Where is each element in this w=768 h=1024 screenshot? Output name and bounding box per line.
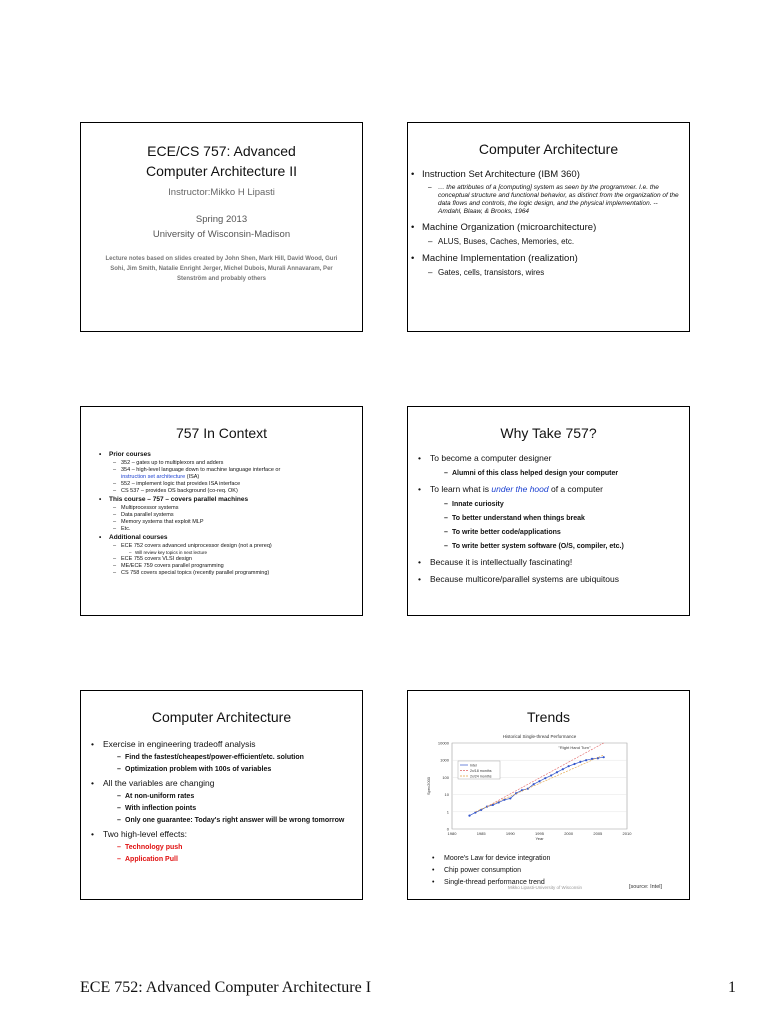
sub-bullet: – … the attributes of a [computing] system as seen by the programmer. I.e. the conceptual structure and functional behavior, as distinct from the organization of the data flows and controls, the logic design, and the physical implementation. -- Amdahl, Blaaw, & Brooks, 1964 — [408, 184, 679, 216]
university: University of Wisconsin-Madison — [152, 229, 291, 240]
bullet: • Additional courses — [81, 534, 356, 542]
data-point — [579, 761, 581, 763]
data-point — [573, 763, 575, 765]
bullet-text: of a computer — [548, 484, 603, 494]
y-tick-label: 1 — [446, 809, 449, 815]
performance-chart — [422, 731, 677, 849]
bullet-list — [81, 739, 362, 864]
bullet: • Single-thread performance trend — [422, 878, 682, 887]
sub-bullet: – Multiprocessor systems — [81, 505, 356, 512]
sub-bullet: – CS 537 – provides OS background (co-req. OK) — [81, 488, 356, 495]
x-tick-label: 1995 — [535, 831, 544, 836]
legend-label: 2x/18 months — [470, 768, 492, 773]
term: Spring 2013 — [195, 214, 248, 225]
bullet: • Because multicore/parallel systems are ubiquitous — [408, 574, 681, 585]
chart-annotation: "Right Hand Turn" — [558, 745, 591, 750]
bullet: • Prior courses — [81, 451, 356, 459]
slide-heading: Why Take 757? — [500, 425, 597, 441]
slide-heading: 757 In Context — [175, 425, 268, 441]
sub-bullet: – Optimization problem with 100s of variables — [81, 765, 354, 774]
bullet-text: To learn what is — [430, 484, 492, 494]
sub-bullet-application-pull: – Application Pull — [81, 855, 354, 864]
slide-why-take-757 — [407, 406, 690, 616]
data-point — [492, 804, 494, 806]
data-point — [533, 783, 535, 785]
slide-title — [80, 122, 363, 332]
sub-bullet: – Etc. — [81, 526, 356, 533]
data-point — [585, 759, 587, 761]
sub-bullet: – ECE 755 covers VLSI design — [81, 556, 356, 563]
bullet: • Because it is intellectually fascinating! — [408, 557, 681, 568]
under-the-hood-emphasis: under the hood — [491, 484, 549, 494]
x-tick-label: 1990 — [505, 831, 515, 836]
slide-heading: Computer Architecture — [478, 141, 619, 157]
sub-bullet: – Alumni of this class helped design your computer — [408, 469, 681, 478]
sub-bullet: – Only one guarantee: Today's right answer will be wrong tomorrow — [81, 816, 354, 825]
data-point — [603, 756, 605, 758]
y-tick-label: 10000 — [437, 740, 449, 746]
sub-bullet: – Data parallel systems — [81, 512, 356, 519]
bullet-list — [81, 451, 362, 577]
sub-bullet: – ME/ECE 759 covers parallel programming — [81, 563, 356, 570]
plot-area — [452, 743, 627, 829]
sub-sub-bullet: – Will review key topics in next lecture — [81, 550, 356, 556]
data-point — [503, 799, 505, 801]
x-tick-label: 1980 — [447, 831, 457, 836]
bullet: • Chip power consumption — [422, 866, 682, 875]
data-point — [550, 774, 552, 776]
data-point — [468, 815, 470, 817]
y-tick-label: 0 — [446, 826, 449, 832]
isa-link[interactable]: instruction set architecture — [121, 474, 186, 480]
y-tick-label: 1000 — [440, 757, 449, 763]
bullet-list — [408, 453, 689, 585]
sub-bullet: – ALUS, Buses, Caches, Memories, etc. — [408, 237, 679, 247]
page-footer: ECE 752: Advanced Computer Architecture I — [80, 979, 372, 996]
bullet: • This course – 757 – covers parallel machines — [81, 496, 356, 504]
page-number: 1 — [728, 979, 736, 996]
slide-heading: Trends — [526, 709, 571, 725]
bullet — [408, 484, 681, 495]
x-tick-label: 1985 — [476, 831, 486, 836]
slide-757-in-context — [80, 406, 363, 616]
sub-bullet: – With inflection points — [81, 804, 354, 813]
instructor: Instructor:Mikko H Lipasti — [168, 187, 275, 198]
slide-trends — [407, 690, 690, 900]
legend-label: 2x/24 months — [470, 774, 492, 779]
sub-bullet: – ECE 752 covers advanced uniprocessor design (not a prereq) — [81, 543, 356, 550]
performance-chart-svg — [422, 731, 677, 849]
bullet: • Two high-level effects: — [81, 829, 354, 840]
sub-bullet-text: 354 – high-level language down to machine language interface or — [121, 467, 281, 473]
sub-bullet — [81, 467, 356, 481]
isa-suffix: (ISA) — [185, 474, 200, 480]
y-tick-label: 100 — [442, 774, 449, 780]
x-axis-label: Year — [535, 836, 544, 841]
data-point — [509, 797, 511, 799]
data-point — [562, 768, 564, 770]
sub-bullet: – To write better system software (O/S, compiler, etc.) — [408, 542, 681, 551]
sub-bullet: – To write better code/applications — [408, 528, 681, 537]
slide-footer: Mikko Lipasti-University of Wisconsin — [508, 885, 583, 890]
x-tick-label: 2010 — [622, 831, 632, 836]
bullet-list — [408, 169, 689, 278]
sub-bullet: – To better understand when things break — [408, 514, 681, 523]
x-tick-label: 2000 — [564, 831, 574, 836]
sub-bullet: – Find the fastest/cheapest/power-efficient/etc. solution — [81, 753, 354, 762]
sub-bullet: – Memory systems that exploit MLP — [81, 519, 356, 526]
sub-bullet: – 352 – gates up to multiplexors and adders — [81, 460, 356, 467]
slide-computer-architecture-2 — [80, 690, 363, 900]
credits: Lecture notes based on slides created by John Shen, Mark Hill, David Wood, Guri Sohi, Jim Smith, Natalie Enright Jerger, Michel Dubois, Murali Annavaram, Per Stenström and probably others — [105, 256, 338, 282]
sub-bullet: – 552 – implement logic that provides ISA interface — [81, 481, 356, 488]
term-block — [81, 212, 362, 242]
y-tick-label: 10 — [444, 792, 449, 798]
course-title — [81, 141, 362, 181]
course-title-line2: Computer Architecture II — [146, 163, 297, 179]
bullet: • Machine Implementation (realization) — [408, 253, 679, 265]
bullet: • All the variables are changing — [81, 778, 354, 789]
sub-bullet: – Innate curiosity — [408, 500, 681, 509]
slide-heading: Computer Architecture — [151, 709, 292, 725]
legend-label: Intel — [470, 763, 477, 768]
bullet: • Moore's Law for device integration — [422, 854, 682, 863]
source-note: [source: Intel] — [629, 884, 663, 890]
bullet: • Exercise in engineering tradeoff analysis — [81, 739, 354, 750]
data-point — [544, 777, 546, 779]
bullet: • To become a computer designer — [408, 453, 681, 464]
bullet: • Instruction Set Architecture (IBM 360) — [408, 169, 679, 181]
slide-computer-architecture-1 — [407, 122, 690, 332]
course-title-line1: ECE/CS 757: Advanced — [147, 143, 296, 159]
data-point — [568, 765, 570, 767]
sub-bullet: – Gates, cells, transistors, wires — [408, 268, 679, 278]
data-point — [538, 780, 540, 782]
sub-bullet-technology-push: – Technology push — [81, 843, 354, 852]
y-axis-label: Spec2000 — [426, 776, 431, 796]
x-tick-label: 2005 — [593, 831, 603, 836]
data-point — [556, 771, 558, 773]
series-line-2 — [487, 743, 604, 807]
sub-bullet: – CS 758 covers special topics (recently parallel programming) — [81, 570, 356, 577]
chart-title: Historical Single-thread Performance — [502, 734, 577, 739]
sub-bullet: – At non-uniform rates — [81, 792, 354, 801]
bullet: • Machine Organization (microarchitecture) — [408, 222, 679, 234]
data-point — [498, 801, 500, 803]
